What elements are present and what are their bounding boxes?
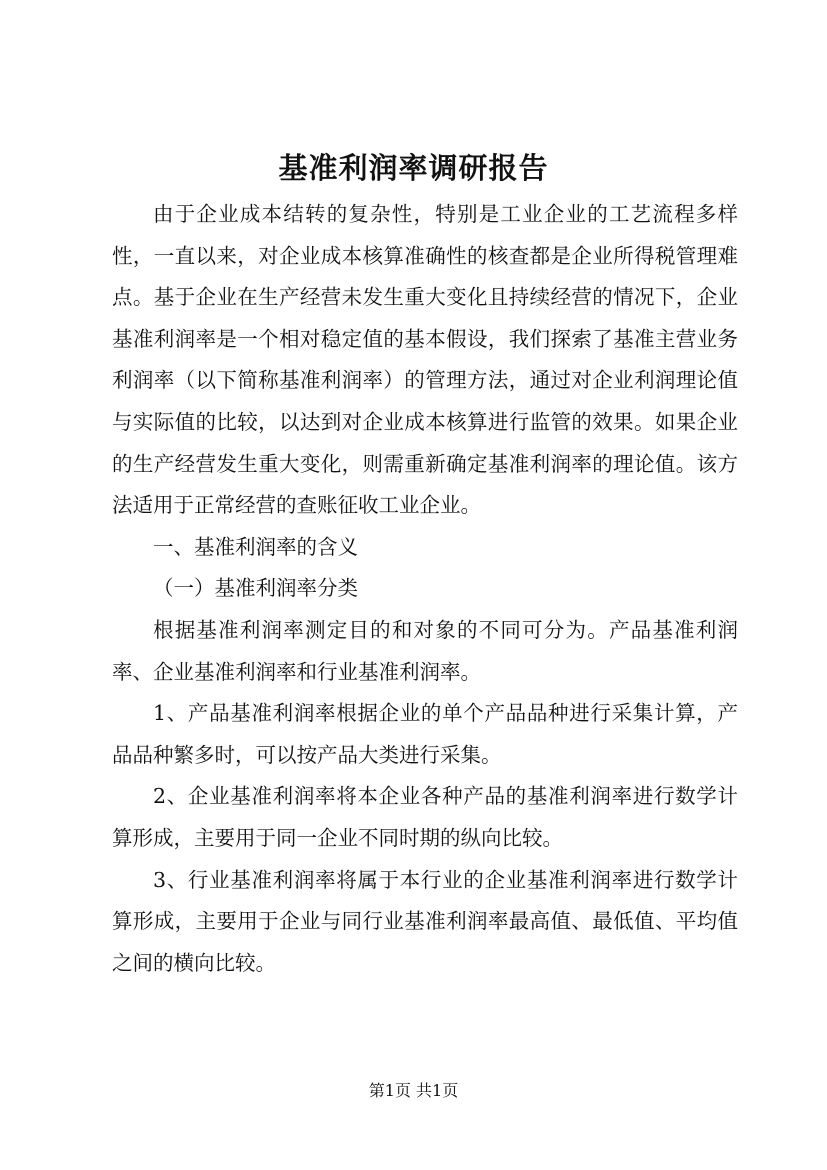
paragraph-item-1: 1、产品基准利润率根据企业的单个产品品种进行采集计算，产品品种繁多时，可以按产品大类进行采集。 [112,701,738,767]
paragraph-intro: 由于企业成本结转的复杂性，特别是工业企业的工艺流程多样性，一直以来，对企业成本核算准确性的核查都是企业所得税管理难点。基于企业在生产经营未发生重大变化且持续经营的情况下，企业基准利润率是一个相对稳定值的基本假设，我们探索了基准主营业务利润率（以下简称基准利润率）的管理方法，通过对企业利润理论值与实际值的比较，以达到对企业成本核算进行监管的效果。如果企业的生产经营发生重大变化，则需重新确定基准利润率的理论值。该方法适用于正常经营的查账征收工业企业。 [112,202,738,518]
document-title: 基准利润率调研报告 [278,151,549,185]
paragraph-classification: 根据基准利润率测定目的和对象的不同可分为。产品基准利润率、企业基准利润率和行业基准利润率。 [112,617,738,684]
subsection-heading-1: （一）基准利润率分类 [153,576,358,601]
section-heading-1: 一、基准利润率的含义 [153,534,358,559]
page-footer: 第1页 共1页 [368,1081,459,1100]
paragraph-item-3: 3、行业基准利润率将属于本行业的企业基准利润率进行数学计算形成，主要用于企业与同行业基准利润率最高值、最低值、平均值之间的横向比较。 [112,867,738,975]
document-body [112,194,738,984]
paragraph-item-2: 2、企业基准利润率将本企业各种产品的基准利润率进行数学计算形成，主要用于同一企业不同时期的纵向比较。 [112,784,738,850]
